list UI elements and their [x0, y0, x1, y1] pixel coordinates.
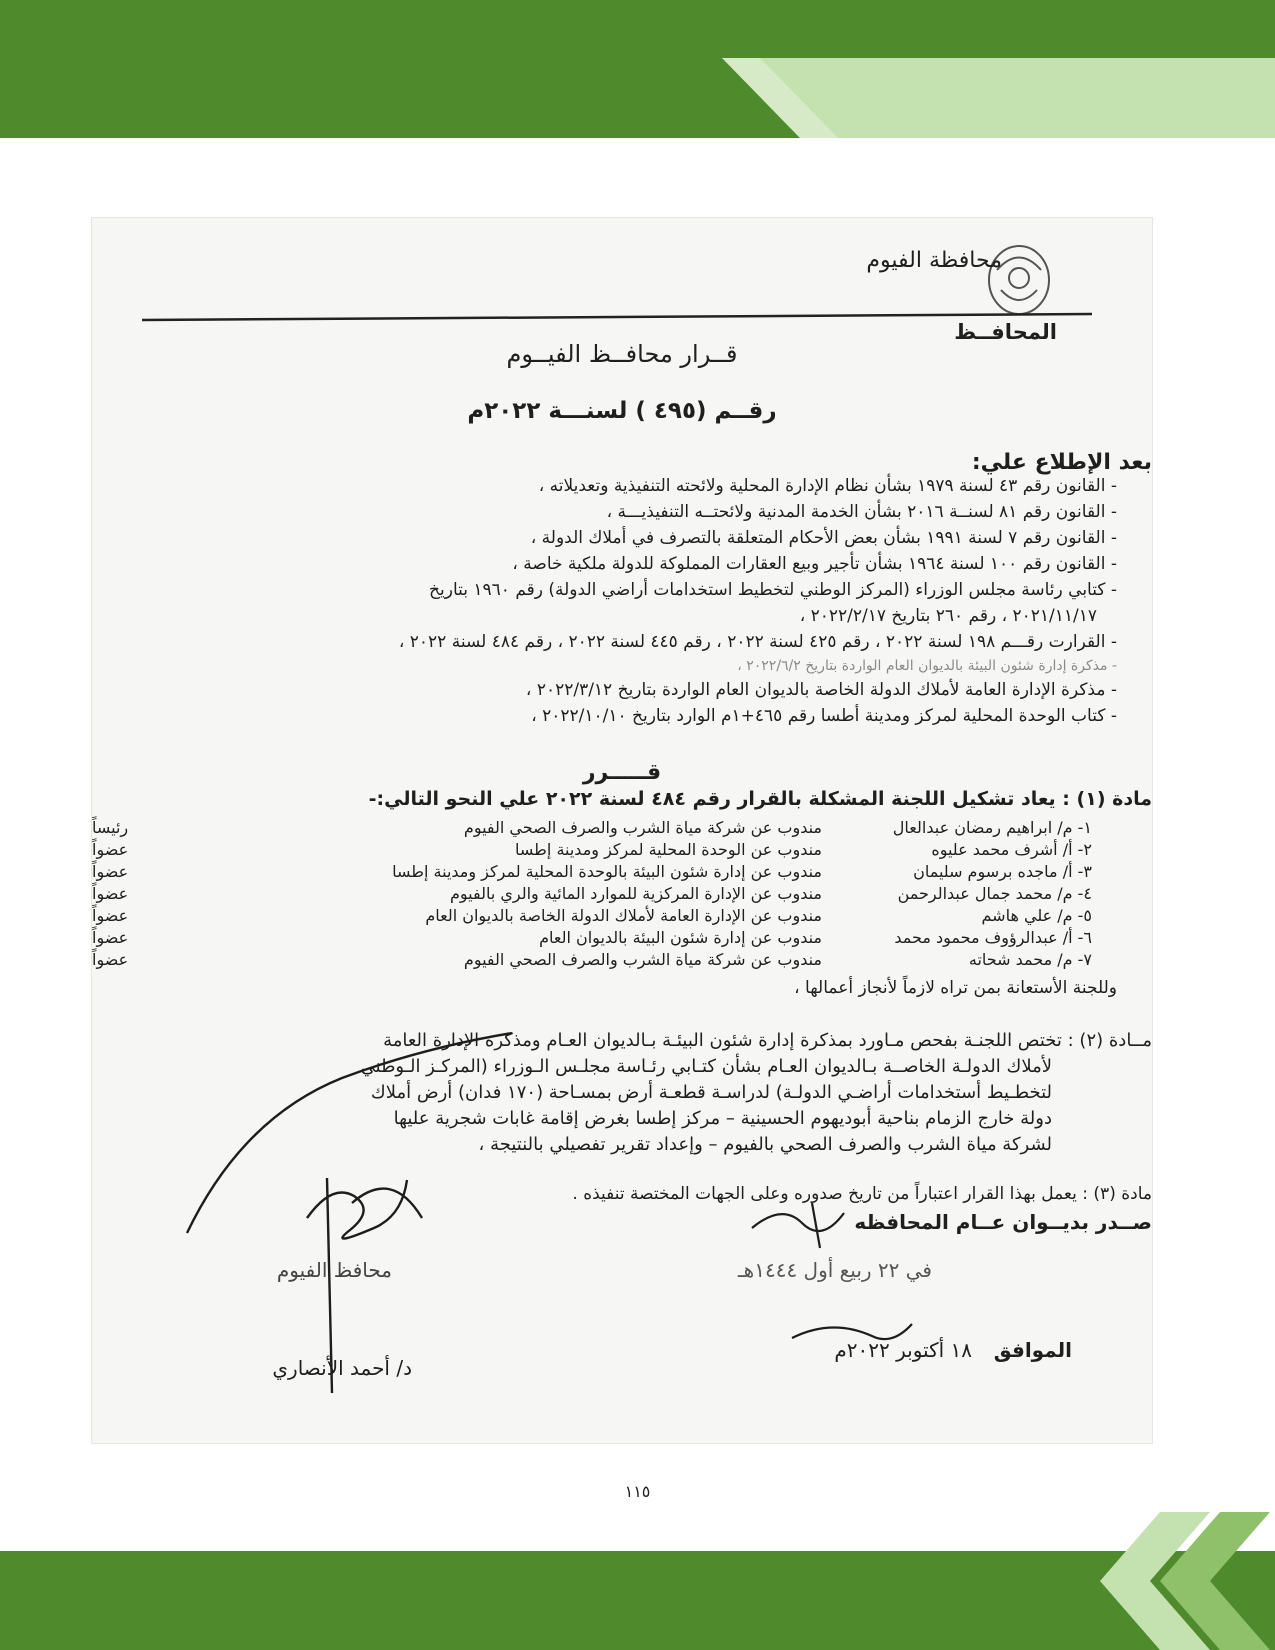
member-role: عضواً — [92, 906, 129, 925]
member-representation: مندوب عن إدارة شئون البيئة بالوحدة المحلية لمركز ومدينة إطسا — [392, 862, 822, 881]
member-representation: مندوب عن إدارة شئون البيئة بالديوان العام — [539, 928, 822, 947]
chevron-left-icon — [1100, 1512, 1275, 1650]
committee-member-row — [92, 840, 1152, 862]
reference-line: - كتابي رئاسة مجلس الوزراء (المركز الوطني لتخطيط استخدامات أراضي الدولة) رقم ١٩٦٠ بتاريخ — [429, 580, 1117, 600]
member-name: ٢- أ/ أشرف محمد عليوه — [931, 840, 1092, 859]
committee-member-row — [92, 928, 1152, 950]
member-name: ٧- م/ محمد شحاته — [968, 950, 1092, 969]
decides-heading: قـــــرر — [582, 760, 662, 785]
reference-line: - القانون رقم ١٠٠ لسنة ١٩٦٤ بشأن تأجير وبيع العقارات المملوكة للدولة ملكية خاصة ، — [512, 554, 1117, 574]
article-2-line: لشركة مياة الشرب والصرف الصحي بالفيوم – وإعداد تقرير تفصيلي بالنتيجة ، — [478, 1134, 1052, 1155]
article-2-line: دولة خارج الزمام بناحية أبوديهوم الحسينية – مركز إطسا بغرض إقامة غابات شجرية عليها — [393, 1108, 1052, 1129]
signatory-title: محافظ الفيوم — [276, 1258, 392, 1282]
member-representation: مندوب عن شركة مياة الشرب والصرف الصحي الفيوم — [463, 950, 822, 969]
preamble-heading: بعد الإطلاع علي: — [971, 450, 1152, 475]
member-role: عضواً — [92, 862, 129, 881]
member-representation: مندوب عن الإدارة العامة لأملاك الدولة الخاصة بالديوان العام — [425, 906, 822, 925]
office-title: المحافــظ — [954, 320, 1057, 344]
reference-line-faded: - مذكرة إدارة شئون البيئة بالديوان العام الواردة بتاريخ ٢٠٢٢/٦/٢ ، — [737, 658, 1117, 674]
reference-line: - القانون رقم ٤٣ لسنة ١٩٧٩ بشأن نظام الإدارة المحلية ولائحته التنفيذية وتعديلاته ، — [538, 476, 1117, 496]
header-green-band — [0, 58, 1275, 138]
committee-member-row — [92, 862, 1152, 884]
footer-bar — [0, 1551, 1275, 1650]
member-role: عضواً — [92, 840, 129, 859]
gregorian-date: ١٨ أكتوبر ٢٠٢٢م — [834, 1338, 972, 1362]
article-3: مادة (٣) : يعمل بهذا القرار اعتباراً من تاريخ صدوره وعلى الجهات المختصة تنفيذه . — [572, 1184, 1152, 1204]
member-representation: مندوب عن الوحدة المحلية لمركز ومدينة إطسا — [515, 840, 822, 859]
signatory-name: د/ أحمد الأنصاري — [272, 1356, 412, 1380]
article-2-line: لأملاك الدولـة الخاصــة بـالديوان العـام بشأن كتـابي رئـاسة مجلـس الـوزراء (المركـز الـوطني — [360, 1056, 1052, 1077]
governorate-name: محافظة الفيوم — [866, 248, 1002, 273]
decree-title: قــرار محافــظ الفيــوم — [506, 340, 738, 368]
member-name: ٣- أ/ ماجده برسوم سليمان — [913, 862, 1092, 881]
scanned-decree-page — [92, 218, 1152, 1443]
committee-note: وللجنة الأستعانة بمن تراه لازماً لأنجاز أعمالها ، — [794, 978, 1117, 998]
reference-line: - مذكرة الإدارة العامة لأملاك الدولة الخاصة بالديوان العام الواردة بتاريخ ٢٠٢٢/٣/١٢ ، — [525, 680, 1117, 700]
committee-member-row — [92, 884, 1152, 906]
member-role: عضواً — [92, 950, 129, 969]
committee-member-row — [92, 818, 1152, 840]
page-number: ١١٥ — [624, 1482, 651, 1501]
member-role: عضواً — [92, 884, 129, 903]
article-2-line: لتخطـيط أستخدامات أراضـي الدولـة) لدراسـة قطعـة أرض بمسـاحة (١٧٠ فدان) أرض أملاك — [370, 1082, 1052, 1103]
member-role: عضواً — [92, 928, 129, 947]
member-role: رئيساً — [92, 818, 129, 837]
member-name: ٦- أ/ عبدالرؤوف محمود محمد — [894, 928, 1092, 947]
committee-member-row — [92, 950, 1152, 972]
reference-line: - القانون رقم ٨١ لسنــة ٢٠١٦ بشأن الخدمة المدنية ولائحتــه التنفيذيـــة ، — [606, 502, 1117, 522]
decree-number: رقــم (٤٩٥ ) لسنـــة ٢٠٢٢م — [467, 398, 777, 424]
member-name: ٥- م/ علي هاشم — [981, 906, 1092, 925]
reference-line: - القرارت رقـــم ١٩٨ لسنة ٢٠٢٢ ، رقم ٤٢٥ لسنة ٢٠٢٢ ، رقم ٤٤٥ لسنة ٢٠٢٢ ، رقم ٤٨٤ لسنة ٢٠٢٢ ، — [398, 632, 1117, 652]
reference-line: ٢٠٢١/١١/١٧ ، رقم ٢٦٠ بتاريخ ٢٠٢٢/٢/١٧ ، — [799, 606, 1097, 626]
hijri-date: في ٢٢ ربيع أول ١٤٤٤هـ — [737, 1258, 932, 1282]
reference-line: - القانون رقم ٧ لسنة ١٩٩١ بشأن بعض الأحكام المتعلقة بالتصرف في أملاك الدولة ، — [530, 528, 1117, 548]
article-1: مادة (١) : يعاد تشكيل اللجنة المشكلة بالقرار رقم ٤٨٤ لسنة ٢٠٢٢ علي النحو التالي:- — [368, 788, 1152, 810]
gregorian-prefix: الموافق — [993, 1338, 1072, 1362]
header-top-bar — [0, 0, 1275, 58]
member-representation: مندوب عن الإدارة المركزية للموارد المائية والري بالفيوم — [449, 884, 822, 903]
reference-line: - كتاب الوحدة المحلية لمركز ومدينة أطسا رقم ٤٦٥+١م الوارد بتاريخ ٢٠٢٢/١٠/١٠ ، — [531, 706, 1117, 726]
member-representation: مندوب عن شركة مياة الشرب والصرف الصحي الفيوم — [463, 818, 822, 837]
committee-member-row — [92, 906, 1152, 928]
article-2-line: مــادة (٢) : تختص اللجنـة بفحص مـاورد بمذكرة إدارة شئون البيئـة بـالديوان العـام ومذكرة الإدارة العامة — [383, 1030, 1152, 1051]
header-rule — [142, 314, 1092, 320]
issued-at: صــدر بديــوان عــام المحافظه — [854, 1210, 1152, 1234]
member-name: ٤- م/ محمد جمال عبدالرحمن — [897, 884, 1092, 903]
member-name: ١- م/ ابراهيم رمضان عبدالعال — [892, 818, 1092, 837]
